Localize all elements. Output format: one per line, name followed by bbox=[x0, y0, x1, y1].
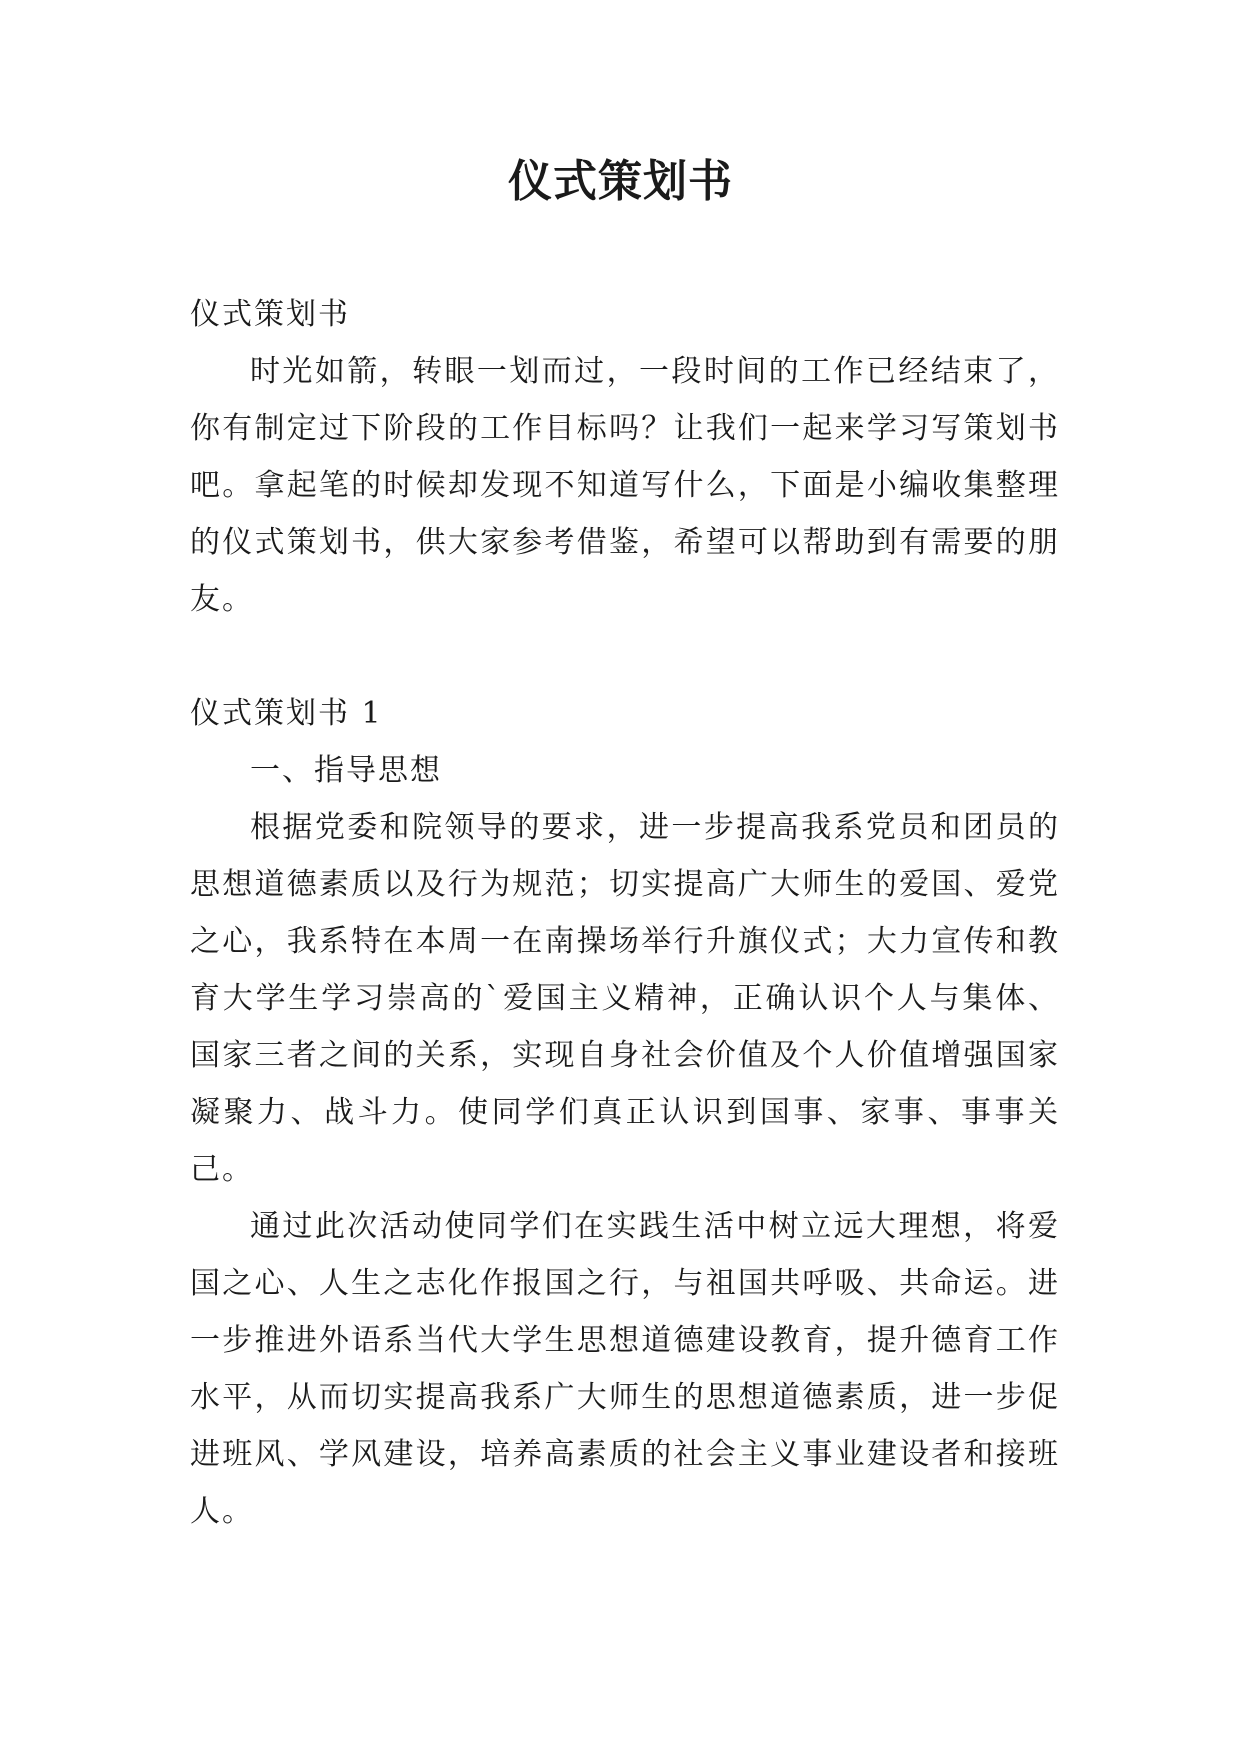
body-paragraph-activity-goal: 通过此次活动使同学们在实践生活中树立远大理想，将爱国之心、人生之志化作报国之行，与祖国共呼吸、共命运。进一步推进外语系当代大学生思想道德建设教育，提升德育工作水平，从而切实提高我系广大师生的思想道德素质，进一步促进班风、学风建设，培养高素质的社会主义事业建设者和接班人。 bbox=[190, 1209, 1060, 1529]
intro-paragraph: 时光如箭，转眼一划而过，一段时间的工作已经结束了，你有制定过下阶段的工作目标吗？让我们一起来学习写策划书吧。拿起笔的时候却发现不知道写什么，下面是小编收集整理的仪式策划书，供大家参考借鉴，希望可以帮助到有需要的朋友。 bbox=[190, 354, 1060, 617]
subsection-heading: 一、指导思想 bbox=[250, 753, 442, 788]
intro-heading: 仪式策划书 bbox=[190, 297, 350, 332]
document-title: 仪式策划书 bbox=[508, 156, 733, 207]
body-paragraph-guiding-thought: 根据党委和院领导的要求，进一步提高我系党员和团员的思想道德素质以及行为规范；切实提高广大师生的爱国、爱党之心，我系特在本周一在南操场举行升旗仪式；大力宣传和教育大学生学习崇高的`爱国主义精神，正确认识个人与集体、国家三者之间的关系，实现自身社会价值及个人价值增强国家凝聚力、战斗力。使同学们真正认识到国事、家事、事事关己。 bbox=[190, 810, 1060, 1187]
section-heading: 仪式策划书 1 bbox=[190, 696, 383, 731]
document-body bbox=[190, 286, 1060, 1540]
section-spacer bbox=[190, 628, 1060, 685]
